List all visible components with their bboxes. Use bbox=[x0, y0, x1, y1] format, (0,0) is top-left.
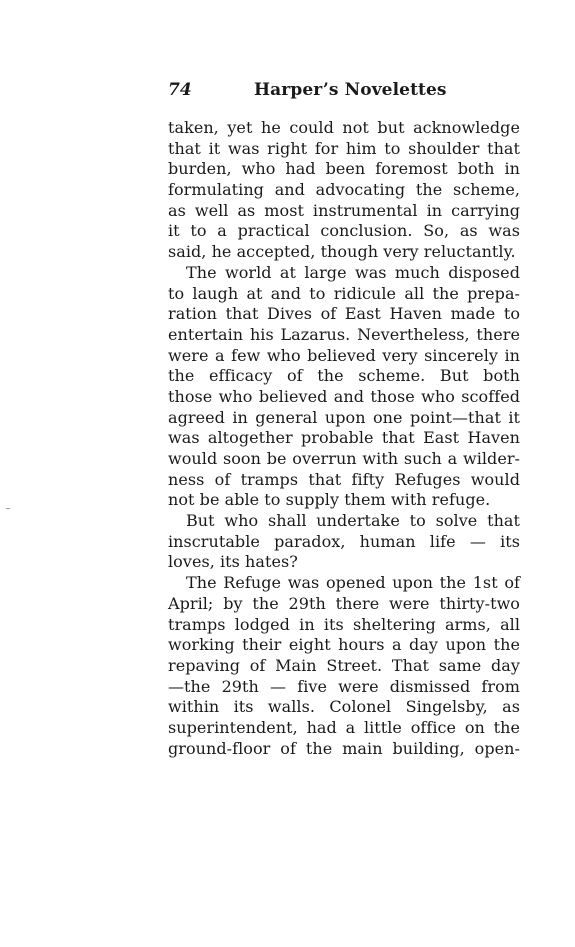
text-line: tramps lodged in its sheltering arms, all bbox=[168, 614, 520, 634]
page-number: 74 bbox=[168, 80, 192, 100]
text-line: within its walls. Colonel Singelsby, as bbox=[168, 697, 520, 717]
text-line: superintendent, had a little office on the bbox=[168, 717, 520, 737]
margin-mark bbox=[6, 508, 10, 509]
text-line: the efficacy of the scheme. But both bbox=[168, 366, 520, 386]
book-title: Harper’s Novelettes bbox=[254, 80, 447, 100]
running-head bbox=[168, 80, 520, 104]
text-line: ration that Dives of East Haven made to bbox=[168, 304, 520, 324]
text-line: The Refuge was opened upon the 1st of bbox=[186, 573, 520, 593]
text-line: those who believed and those who scoffed bbox=[168, 386, 520, 406]
text-line: taken, yet he could not but acknowledge bbox=[168, 118, 520, 137]
text-line: it to a practical conclusion. So, as was bbox=[168, 221, 520, 241]
text-line: said, he accepted, though very reluctantly. bbox=[168, 242, 516, 262]
text-line: not be able to supply them with refuge. bbox=[168, 490, 491, 510]
text-line: But who shall undertake to solve that bbox=[186, 511, 520, 531]
text-line: April; by the 29th there were thirty-two bbox=[168, 593, 520, 613]
text-line: working their eight hours a day upon the bbox=[168, 635, 520, 655]
text-line: that it was right for him to shoulder that bbox=[168, 138, 520, 158]
text-line: ground-floor of the main building, open- bbox=[168, 738, 520, 758]
text-line: inscrutable paradox, human life — its bbox=[168, 531, 520, 551]
text-line: entertain his Lazarus. Nevertheless, there bbox=[168, 324, 520, 344]
text-line: ness of tramps that fifty Refuges would bbox=[168, 469, 520, 489]
text-line: formulating and advocating the scheme, bbox=[168, 180, 520, 200]
text-line: repaving of Main Street. That same day bbox=[168, 655, 520, 675]
text-line: as well as most instrumental in carrying bbox=[168, 200, 520, 220]
text-line: agreed in general upon one point—that it bbox=[168, 407, 520, 427]
text-line: loves, its hates? bbox=[168, 552, 298, 572]
text-line: —the 29th — five were dismissed from bbox=[168, 676, 520, 696]
text-line: would soon be overrun with such a wilder- bbox=[168, 449, 520, 468]
text-line: to laugh at and to ridicule all the prepa- bbox=[168, 283, 520, 303]
body-text bbox=[168, 118, 520, 759]
text-line: The world at large was much disposed bbox=[186, 262, 520, 282]
text-line: burden, who had been foremost both in bbox=[168, 159, 520, 179]
text-line: were a few who believed very sincerely in bbox=[168, 345, 520, 365]
text-line: was altogether probable that East Haven bbox=[168, 428, 520, 448]
